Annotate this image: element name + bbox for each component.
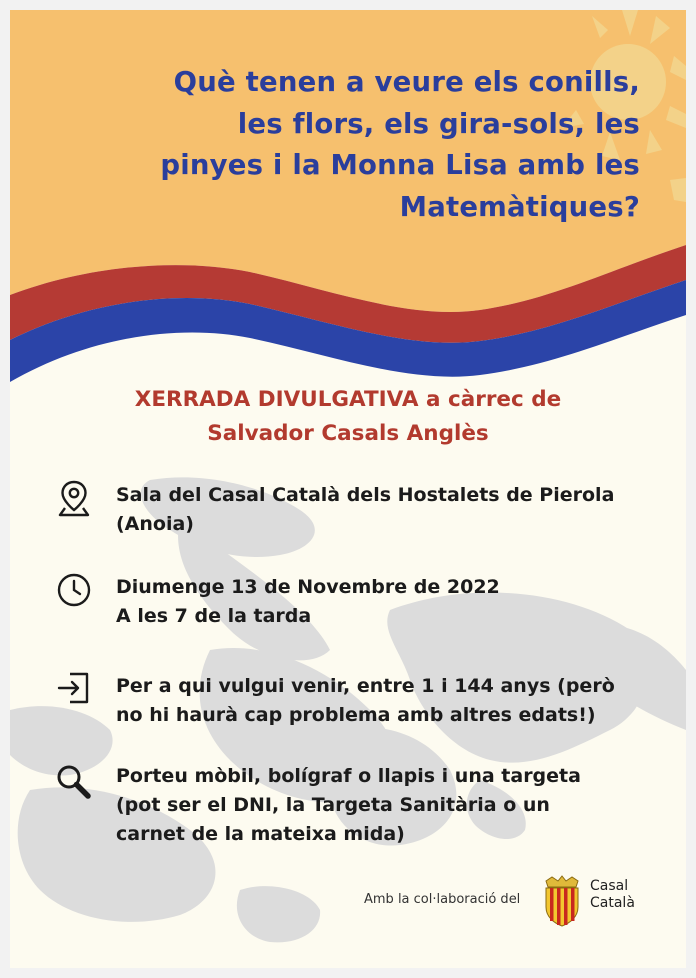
venue-info: [116, 481, 666, 539]
logo-line: Casal: [590, 878, 629, 894]
date-info: [116, 573, 666, 631]
magnifier-icon: [54, 762, 94, 802]
casal-catala-logo-text: [590, 878, 635, 912]
bring-info: [116, 762, 666, 849]
clock-icon: [54, 570, 94, 610]
headline-line: Què tenen a veure els conills,: [173, 66, 640, 98]
venue-line: Sala del Casal Català dels Hostalets de Pierola: [116, 484, 615, 506]
poster: [10, 10, 686, 968]
audience-line: Per a qui vulgui venir, entre 1 i 144 anys (però: [116, 675, 615, 697]
headline-line: les flors, els gira-sols, les: [237, 107, 640, 140]
bring-line: Porteu mòbil, bolígraf o llapis i una targeta: [116, 765, 581, 787]
talk-subtitle: [10, 383, 686, 451]
subtitle-line: Salvador Casals Anglès: [207, 421, 489, 446]
headline-line: Matemàtiques?: [399, 190, 640, 223]
subtitle-line: XERRADA DIVULGATIVA a càrrec de: [134, 387, 562, 412]
collaboration-text: Amb la col·laboració del: [364, 892, 521, 907]
bring-line: (pot ser el DNI, la Targeta Sanitària o un: [116, 794, 550, 816]
headline: [70, 62, 640, 228]
casal-catala-shield-icon: [540, 875, 584, 927]
location-pin-icon: [54, 478, 94, 518]
audience-line: no hi haurà cap problema amb altres edats!): [116, 704, 596, 726]
bring-line: carnet de la mateixa mida): [116, 823, 405, 845]
headline-line: pinyes i la Monna Lisa amb les: [160, 149, 640, 181]
date-line: Diumenge 13 de Novembre de 2022: [116, 576, 500, 598]
enter-icon: [54, 668, 94, 708]
logo-line: Català: [590, 895, 635, 911]
audience-info: [116, 672, 666, 730]
venue-line: (Anoia): [116, 513, 194, 535]
date-line: A les 7 de la tarda: [116, 605, 312, 627]
